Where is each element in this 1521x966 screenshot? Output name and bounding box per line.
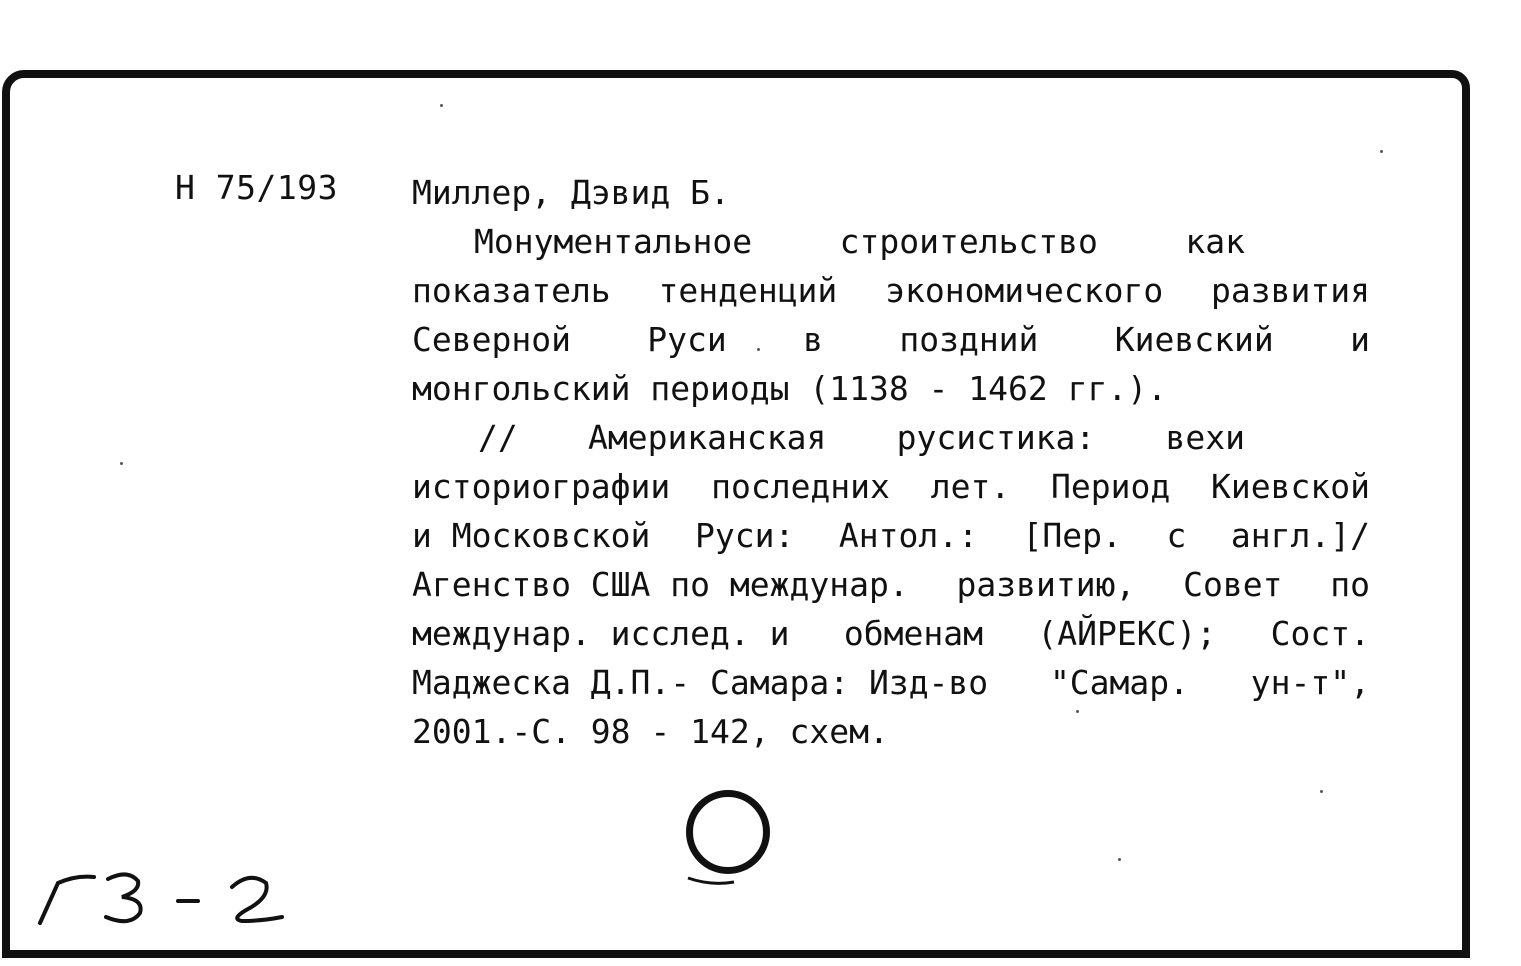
call-number: Н 75/193 <box>175 168 338 207</box>
source-word: по <box>1330 565 1370 604</box>
source-word: "Самар. <box>1049 663 1190 702</box>
source-word: историографии <box>412 467 671 506</box>
source-word: [Пер. <box>1022 516 1122 555</box>
title-word: Киевский <box>1114 320 1274 359</box>
source-word: (АЙРЕКС); <box>1037 614 1217 653</box>
title-word: экономического <box>885 271 1164 310</box>
author-line: Миллер, Дэвид Б. <box>412 173 730 212</box>
title-word: в <box>803 320 823 359</box>
title-word: показатель <box>412 271 611 310</box>
speck <box>120 462 123 465</box>
source-word: последних <box>711 467 890 506</box>
title-word: тенденций <box>658 271 838 310</box>
punch-hole <box>686 790 770 874</box>
source-word: Период <box>1051 467 1171 506</box>
title-word: монгольский периоды (1138 - 1462 гг.). <box>412 369 1167 408</box>
speck <box>1076 710 1079 713</box>
source-line <box>412 462 1370 511</box>
source-word: междунар. исслед. и <box>412 614 790 653</box>
source-word: // <box>478 418 518 457</box>
source-word: развитию, <box>956 565 1136 604</box>
title-line <box>412 217 1245 266</box>
source-word: вехи <box>1165 418 1245 457</box>
source-word: Совет <box>1183 565 1283 604</box>
title-word: и <box>1350 320 1370 359</box>
source-word: англ.]/ <box>1230 516 1370 555</box>
source-word: русистика: <box>896 418 1096 457</box>
source-word: ун-т", <box>1250 663 1370 702</box>
source-line <box>412 609 1370 658</box>
title-word: Руси <box>647 320 727 359</box>
title-word: поздний <box>899 320 1039 359</box>
source-word: Американская <box>587 418 827 457</box>
source-word: Киевской <box>1211 467 1370 506</box>
speck <box>440 104 443 107</box>
source-line <box>412 560 1370 609</box>
source-word: Сост. <box>1270 614 1370 653</box>
bibliographic-entry <box>412 168 1370 756</box>
source-word: Маджеска Д.П.- Самара: Изд-во <box>412 663 989 702</box>
title-line <box>412 315 1370 364</box>
title-block <box>412 217 1370 413</box>
speck <box>1320 790 1323 793</box>
punch-hole-mark <box>686 876 736 886</box>
title-word: строительство <box>839 222 1098 261</box>
source-word: Агенство США по междунар. <box>412 565 909 604</box>
title-word: развития <box>1211 271 1370 310</box>
source-word: Руси: <box>694 516 795 555</box>
source-block <box>412 413 1370 756</box>
source-word: с <box>1166 516 1187 555</box>
title-word: Северной <box>412 320 571 359</box>
title-line <box>412 266 1370 315</box>
source-word: и Московской <box>412 516 651 555</box>
title-word: как <box>1185 222 1245 261</box>
title-line <box>412 364 1370 413</box>
title-word: Монументальное <box>474 222 753 261</box>
source-word: 2001.-С. 98 - 142, схем. <box>412 712 889 751</box>
source-line <box>412 658 1370 707</box>
source-word: обменам <box>843 614 983 653</box>
source-line <box>412 413 1245 462</box>
source-line <box>412 511 1370 560</box>
source-word: Антол.: <box>838 516 978 555</box>
source-line <box>412 707 1370 756</box>
handwritten-mark <box>36 855 296 935</box>
source-word: лет. <box>930 467 1011 506</box>
speck <box>1380 150 1383 153</box>
speck <box>757 348 760 351</box>
speck <box>1118 858 1121 861</box>
